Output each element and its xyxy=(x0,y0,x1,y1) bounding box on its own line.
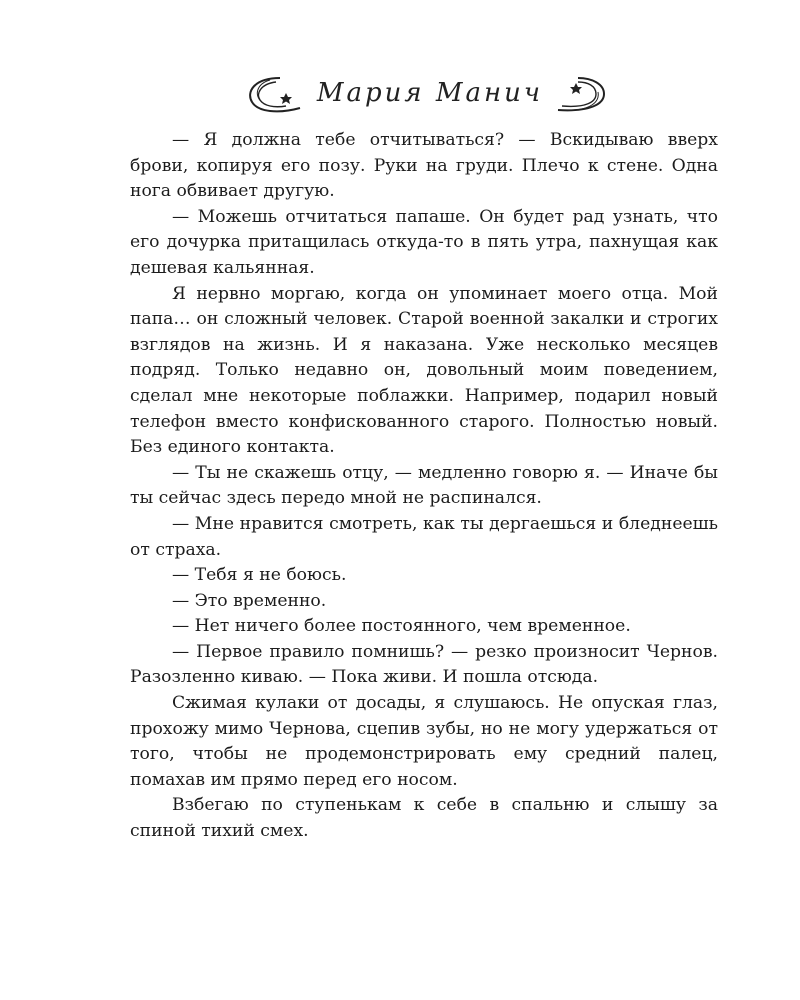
paragraph: — Нет ничего более постоянного, чем временное. xyxy=(172,616,631,637)
author-name: Мария Манич xyxy=(316,78,544,108)
paragraph: — Ты не скажешь отцу, — медленно говорю я. — Иначе бы ты сейчас здесь передо мной не распинался. xyxy=(130,462,718,509)
paragraph: — Первое правило помнишь? — резко произносит Чернов. Разозленно киваю. — Пока живи. И пошла отсюда. xyxy=(130,641,718,688)
paragraph: — Тебя я не боюсь. xyxy=(172,565,347,586)
paragraph: — Мне нравится смотреть, как ты дергаешься и бледнеешь от страха. xyxy=(130,513,718,560)
paragraph: — Это временно. xyxy=(172,590,327,611)
paragraph: Взбегаю по ступенькам к себе в спальню и слышу за спиной тихий смех. xyxy=(130,795,718,842)
running-header xyxy=(240,70,620,120)
paragraph: Сжимая кулаки от досады, я слушаюсь. Не опуская глаз, прохожу мимо Чернова, сцепив зубы, но не могу удержаться от того, чтобы не продемонстрировать ему средний палец, помахав им прямо перед его носом. xyxy=(130,693,718,790)
paragraph: — Можешь отчитаться папаше. Он будет рад узнать, что его дочурка притащилась откуда-то в пять утра, пахнущая как дешевая кальянная. xyxy=(130,206,718,278)
paragraph: — Я должна тебе отчитываться? — Вскидываю вверх брови, копируя его позу. Руки на груди. Плечо к стене. Одна нога обвивает другую. xyxy=(130,130,718,202)
paragraph: Я нервно моргаю, когда он упоминает моего отца. Мой папа… он сложный человек. Старой военной закалки и строгих взглядов на жизнь. И я наказана. Уже несколько месяцев подряд. Только недавно он, довольный моим поведением, сделал мне некоторые поблажки. Например, подарил новый телефон вместо конфискованного старого. Полностью новый. Без единого контакта. xyxy=(130,283,718,458)
body-text xyxy=(130,128,718,845)
